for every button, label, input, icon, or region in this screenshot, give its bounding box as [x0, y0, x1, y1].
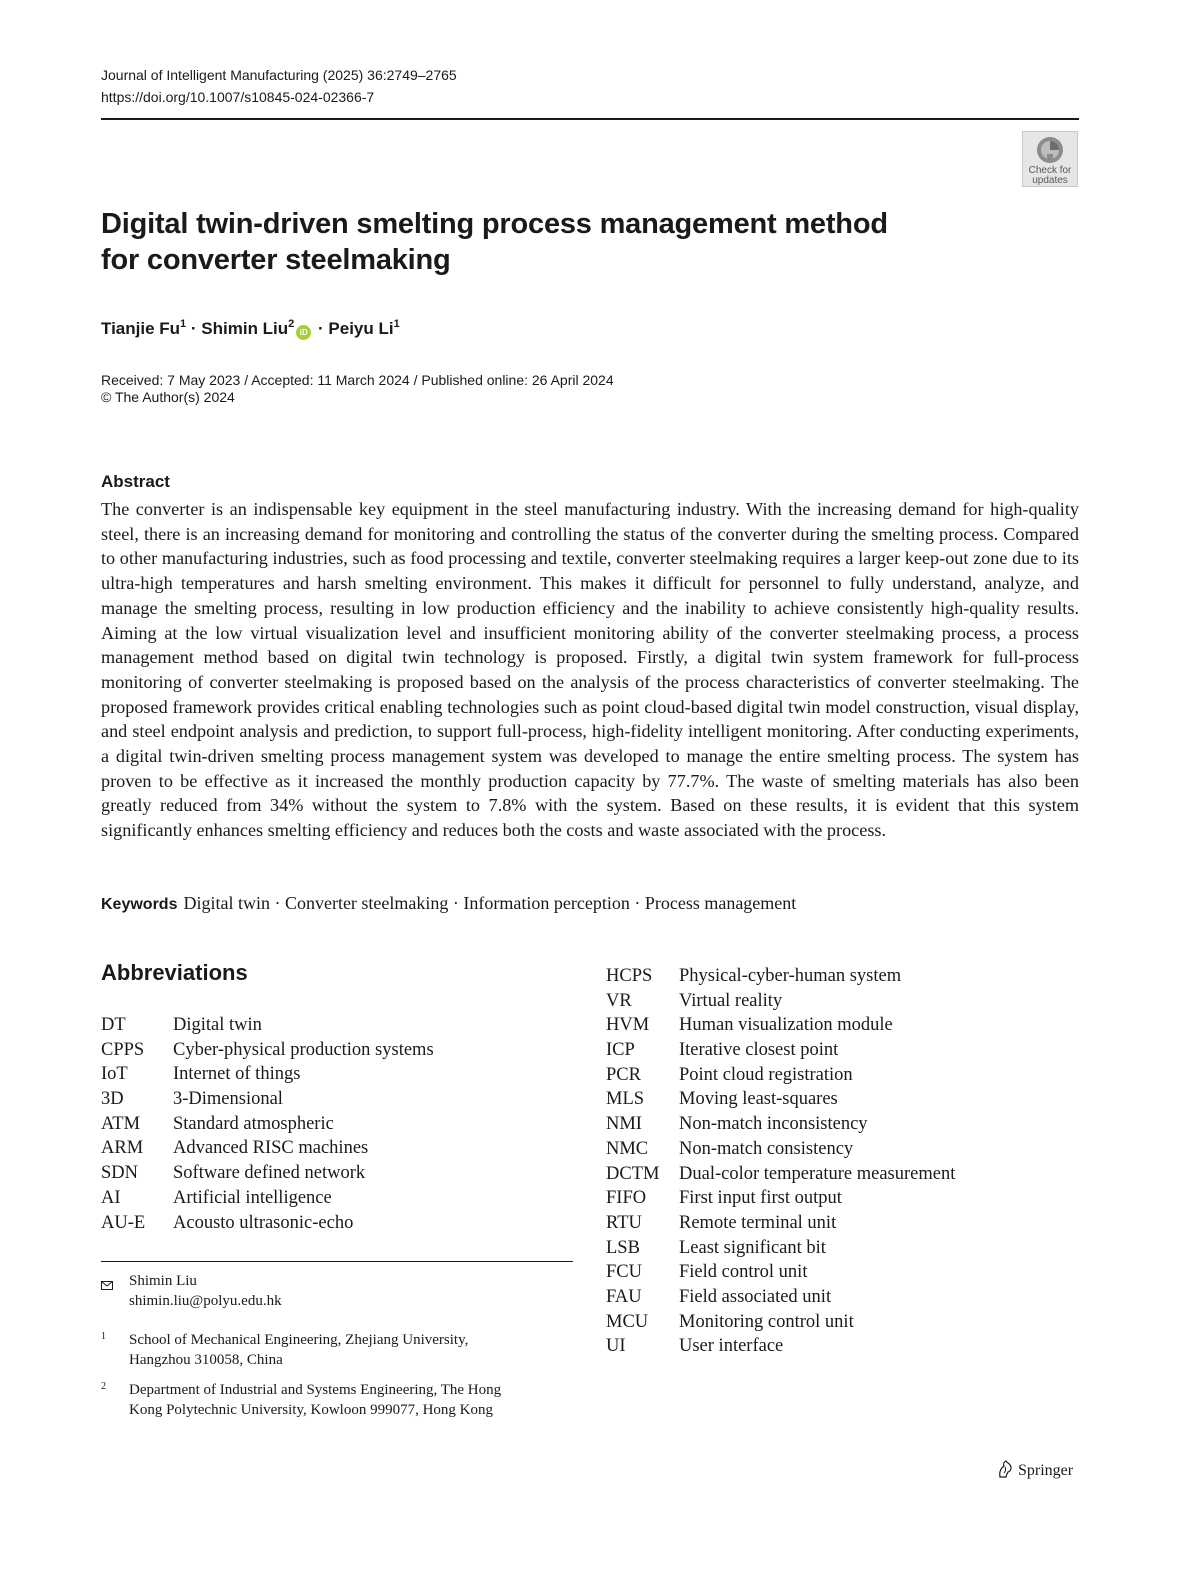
footnote-divider — [101, 1261, 573, 1262]
author-name[interactable]: Shimin Liu — [201, 319, 289, 338]
publication-dates — [101, 372, 614, 406]
abbreviation-definition: Iterative closest point — [679, 1040, 839, 1061]
abbreviation: HVM — [606, 1015, 650, 1036]
abbreviation-definition: Human visualization module — [679, 1015, 893, 1036]
publisher-logo — [996, 1459, 1073, 1482]
paper-title — [101, 206, 1001, 278]
orcid-icon[interactable]: iD — [296, 325, 311, 340]
contact-name: Shimin Liu — [129, 1273, 197, 1289]
abbreviation-definition: First input first output — [679, 1188, 842, 1209]
author-name[interactable]: Peiyu Li — [328, 319, 394, 338]
abbreviation-row — [101, 1211, 571, 1236]
author-affil-marker: 1 — [393, 318, 400, 330]
check-for-updates-badge[interactable] — [1022, 131, 1078, 187]
affiliation-1 — [101, 1330, 571, 1370]
journal-citation: Journal of Intelligent Manufacturing (2025) 36:2749–2765 — [101, 67, 457, 83]
dates-line: Received: 7 May 2023 / Accepted: 11 March 2024 / Published online: 26 April 2024 — [101, 372, 614, 388]
author-list — [101, 310, 400, 343]
contact-email[interactable]: shimin.liu@polyu.edu.hk — [129, 1293, 282, 1309]
abbreviation-definition: Point cloud registration — [679, 1064, 853, 1085]
abbreviation-row — [606, 1013, 1076, 1038]
abbreviation-row — [606, 1038, 1076, 1063]
affiliation-line: Hangzhou 310058, China — [129, 1352, 283, 1368]
abbreviation: FCU — [606, 1262, 642, 1283]
abbreviations-list-left — [101, 1013, 571, 1235]
abbreviation-definition: Physical-cyber-human system — [679, 966, 902, 986]
abbreviation-definition: Field control unit — [679, 1262, 808, 1283]
abbreviation-row — [606, 989, 1076, 1014]
abbreviation: AI — [101, 1187, 121, 1208]
abbreviation-row — [606, 1260, 1076, 1285]
abbreviation-definition: Virtual reality — [679, 990, 783, 1011]
affiliation-2 — [101, 1380, 571, 1420]
abbreviation: DT — [101, 1015, 126, 1035]
abbreviation: MLS — [606, 1089, 645, 1110]
abbreviation-definition: Moving least-squares — [679, 1089, 838, 1110]
abbreviation: ARM — [101, 1138, 144, 1159]
header-divider — [101, 118, 1079, 120]
author-affil-marker: 1 — [180, 318, 187, 330]
abbreviation-definition: Cyber-physical production systems — [173, 1039, 434, 1060]
publisher-name: Springer — [1018, 1462, 1074, 1479]
abbreviation: MCU — [606, 1311, 649, 1332]
abbreviation-row — [101, 1186, 571, 1211]
journal-header — [101, 64, 457, 108]
abbreviation-row — [101, 1112, 571, 1137]
abbreviation-definition: Digital twin — [173, 1015, 262, 1035]
doi-link[interactable]: https://doi.org/10.1007/s10845-024-02366-7 — [101, 89, 375, 105]
abbreviation-definition: Artificial intelligence — [173, 1187, 332, 1208]
author-separator: · — [186, 319, 202, 338]
abbreviation-definition: Remote terminal unit — [679, 1212, 837, 1233]
abbreviation: LSB — [606, 1237, 640, 1258]
abbreviation: FIFO — [606, 1188, 647, 1209]
abbreviation-definition: Non-match inconsistency — [679, 1114, 868, 1135]
check-for-updates-line1: Check for — [1028, 165, 1072, 176]
abbreviation: PCR — [606, 1064, 641, 1085]
abbreviation: NMI — [606, 1114, 642, 1135]
abbreviation: IoT — [101, 1064, 128, 1085]
abbreviation: HCPS — [606, 966, 653, 986]
abbreviation-definition: Dual-color temperature measurement — [679, 1163, 956, 1184]
abbreviation-row — [606, 1186, 1076, 1211]
abbreviation-row — [606, 1334, 1076, 1359]
abbreviation-definition: Non-match consistency — [679, 1138, 854, 1159]
abbreviations-list-right — [606, 964, 1076, 1359]
envelope-icon — [101, 1276, 113, 1285]
abbreviation-definition: Least significant bit — [679, 1237, 826, 1258]
keywords-text: Digital twin · Converter steelmaking · Information perception · Process management — [183, 893, 797, 913]
author-separator: · — [313, 319, 329, 338]
abbreviation: RTU — [606, 1212, 642, 1233]
abbreviation-row — [606, 1285, 1076, 1310]
abbreviation: ICP — [606, 1040, 635, 1061]
abbreviation: UI — [606, 1336, 626, 1357]
abbreviations-heading: Abbreviations — [101, 960, 248, 985]
corresponding-author — [101, 1271, 282, 1311]
affiliation-line: Department of Industrial and Systems Engineering, The Hong — [129, 1382, 502, 1398]
abbreviation-row — [101, 1038, 571, 1063]
author-name[interactable]: Tianjie Fu — [101, 319, 181, 338]
abbreviation-row — [101, 1161, 571, 1186]
abbreviation: VR — [606, 990, 632, 1011]
abbreviation-row — [101, 1136, 571, 1161]
check-for-updates-icon — [1036, 136, 1064, 164]
abbreviation-definition: Standard atmospheric — [173, 1113, 334, 1134]
abbreviation-definition: Acousto ultrasonic-echo — [173, 1212, 354, 1233]
abbreviation-definition: Software defined network — [173, 1163, 366, 1184]
abbreviation: ATM — [101, 1113, 141, 1134]
abbreviation: FAU — [606, 1286, 642, 1307]
abbreviation-row — [101, 1013, 571, 1038]
copyright-line: © The Author(s) 2024 — [101, 389, 235, 405]
affiliation-line: Kong Polytechnic University, Kowloon 999077, Hong Kong — [129, 1402, 493, 1418]
abbreviation-definition: Monitoring control unit — [679, 1311, 854, 1332]
abbreviation-row — [101, 1087, 571, 1112]
title-line-2: for converter steelmaking — [101, 244, 451, 276]
abstract-heading: Abstract — [101, 472, 170, 491]
abbreviation: AU-E — [101, 1212, 146, 1233]
abbreviation-definition: Internet of things — [173, 1064, 301, 1085]
abbreviation-definition: Field associated unit — [679, 1286, 832, 1307]
abbreviation-definition: Advanced RISC machines — [173, 1138, 369, 1159]
abbreviation-definition: 3-Dimensional — [173, 1089, 283, 1110]
affiliation-line: School of Mechanical Engineering, Zhejiang University, — [129, 1332, 469, 1348]
keywords — [101, 890, 796, 918]
abbreviation-row — [606, 1112, 1076, 1137]
check-for-updates-line2: updates — [1032, 175, 1068, 186]
abbreviation-row — [606, 1137, 1076, 1162]
abbreviation-row — [606, 964, 1076, 989]
abbreviation-definition: User interface — [679, 1336, 784, 1357]
keywords-label: Keywords — [101, 896, 178, 913]
abbreviation: DCTM — [606, 1163, 660, 1184]
abbreviation: NMC — [606, 1138, 649, 1159]
affiliation-number: 1 — [101, 1331, 106, 1342]
abbreviation: SDN — [101, 1163, 139, 1184]
abbreviation-row — [606, 1236, 1076, 1261]
abbreviation-row — [606, 1310, 1076, 1335]
abbreviation-row — [606, 1211, 1076, 1236]
affiliation-number: 2 — [101, 1381, 106, 1392]
abbreviation-row — [101, 1062, 571, 1087]
author-affil-marker: 2 — [288, 318, 295, 330]
abbreviation: 3D — [101, 1089, 124, 1110]
springer-horse-icon — [996, 1459, 1014, 1479]
abstract-text: The converter is an indispensable key equipment in the steel manufacturing industry. With the increasing demand for high-quality steel, there is an increasing demand for monitoring and controlling the status of the converter during the smelting process. Compared to other manufacturing industries, such as food processing and textile, converter steelmaking requires a larger keep-out zone due to its ultra-high temperatures and harsh smelting environment. This makes it difficult for personnel to fully understand, analyze, and manage the smelting process, resulting in low production efficiency and the inability to achieve consistently high-quality results. Aiming at the low virtual visualization level and insufficient monitoring ability of the converter steelmaking process, a process management method based on digital twin technology is proposed. Firstly, a digital twin system framework for full-process monitoring of converter steelmaking is proposed based on the analysis of the process characteristics of converter steelmaking. The proposed framework provides critical enabling technologies such as point cloud-based digital twin model construction, visual display, and steel endpoint analysis and prediction, to support full-process, high-fidelity intelligent monitoring. After conducting experiments, a digital twin-driven smelting process management system was developed to manage the entire smelting process. The system has proven to be effective as it increased the monthly production capacity by 77.7%. The waste of smelting materials has also been greatly reduced from 34% without the system to 7.8% with the system. Based on these results, it is evident that this system significantly enhances smelting efficiency and reduces both the costs and waste associated with the process. — [101, 499, 1079, 841]
abbreviation-row — [606, 1162, 1076, 1187]
title-line-1: Digital twin-driven smelting process management method — [101, 208, 888, 240]
abbreviation-row — [606, 1087, 1076, 1112]
abbreviation: CPPS — [101, 1039, 145, 1060]
abbreviation-row — [606, 1063, 1076, 1088]
